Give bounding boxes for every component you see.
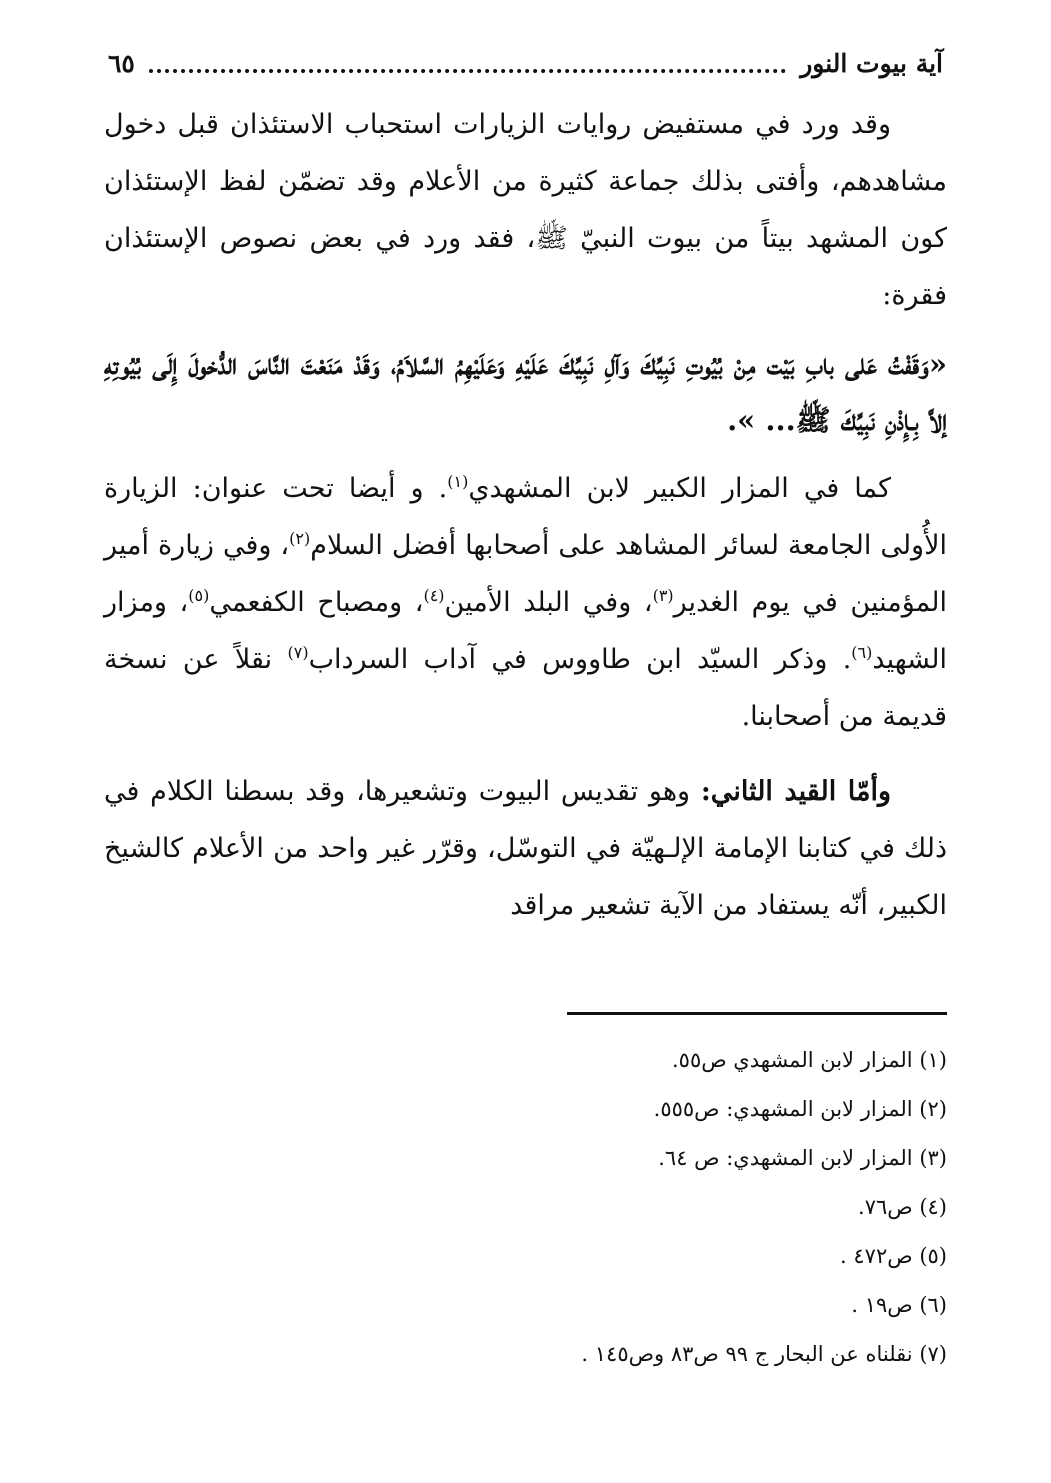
- main-text: [104, 96, 947, 934]
- footnote-separator: [567, 1012, 947, 1015]
- running-header: [108, 38, 943, 88]
- footnote-5: (٥) ص٤٧٢ .: [840, 1244, 947, 1268]
- footnote-ref-3[interactable]: (٣): [652, 586, 674, 605]
- text-segment: كما في المزار الكبير لابن المشهدي: [468, 473, 891, 504]
- footnote-2: (٢) المزار لابن المشهدي: ص٥٥٥.: [653, 1097, 947, 1121]
- text-segment: ، ومزار الشهيد: [104, 587, 947, 675]
- footnote-ref-6[interactable]: (٦): [851, 643, 873, 662]
- footnote-ref-4[interactable]: (٤): [423, 586, 445, 605]
- page-number: ٦٥: [108, 48, 135, 78]
- footnote-4: (٤) ص٧٦.: [858, 1195, 947, 1219]
- chapter-title: آية بيوت النور: [800, 48, 943, 78]
- footnote-6: (٦) ص١٩ .: [851, 1293, 947, 1317]
- text-segment: وهو تقديس البيوت وتشعيرها، وقد بسطنا الكلام في ذلك في كتابنا الإمامة الإلـهيّة في التوسّل، وقرّر غير واحد من الأعلام كالشيخ الكبير، أنّه يستفاد من الآية تشعير مراقد: [104, 776, 947, 921]
- paragraph-lead: وأمّا القيد الثاني:: [700, 776, 891, 807]
- paragraph-3: [104, 763, 947, 934]
- footnote-3: (٣) المزار لابن المشهدي: ص ٦٤.: [658, 1146, 947, 1170]
- footnote-ref-5[interactable]: (٥): [188, 586, 210, 605]
- footnote-ref-7[interactable]: (٧): [287, 643, 309, 662]
- footnote-7: (٧) نقلناه عن البحار ج ٩٩ ص٨٣ وص١٤٥ .: [581, 1342, 947, 1366]
- paragraph-2: [104, 460, 947, 745]
- text-segment: . وذكر السيّد ابن طاووس في آداب السرداب: [308, 644, 852, 675]
- footnote-ref-1[interactable]: (١): [447, 472, 469, 491]
- paragraph-1: وقد ورد في مستفيض روايات الزيارات استحباب الاستئذان قبل دخول مشاهدهم، وأفتى بذلك جماعة كثيرة من الأعلام وقد تضمّن لفظ الإستئذان كون المشهد بيتاً من بيوت النبيّ ﷺ، فقد ورد في بعض نصوص الإستئذان فقرة:: [104, 109, 947, 311]
- footnote-1: (١) المزار لابن المشهدي ص٥٥.: [671, 1048, 947, 1072]
- text-segment: ، وفي زيارة أمير المؤمنين في يوم الغدير: [104, 530, 947, 618]
- quoted-supplication: «وَقَفْتُ عَلى بابِ بَيْت مِنْ بُيُوتِ نَبِيِّكَ وَآلِ نَبِيِّكَ عَلَيْهِ وَعَلَيْهِمُ السَّلاَمُ، وَقَدْ مَنَعْتَ النَّاسَ الدُّخولَ إِلَى بُيُوتِهِ إلاَّ بِـإِذْنِ نَبِيِّكَ ﷺ... ».: [104, 347, 947, 437]
- text-segment: ، وفي البلد الأمين: [444, 587, 653, 618]
- footnotes-list: [104, 1036, 947, 1379]
- text-segment: نقلاً عن نسخة قديمة من أصحابنا.: [104, 644, 947, 732]
- dotted-leader: [149, 69, 786, 73]
- footnote-ref-2[interactable]: (٢): [289, 529, 311, 548]
- text-segment: . و أيضا تحت عنوان: الزيارة الأُولى الجامعة لسائر المشاهد على أصحابها أفضل السلام: [104, 473, 947, 561]
- text-segment: ، ومصباح الكفعمي: [209, 587, 424, 618]
